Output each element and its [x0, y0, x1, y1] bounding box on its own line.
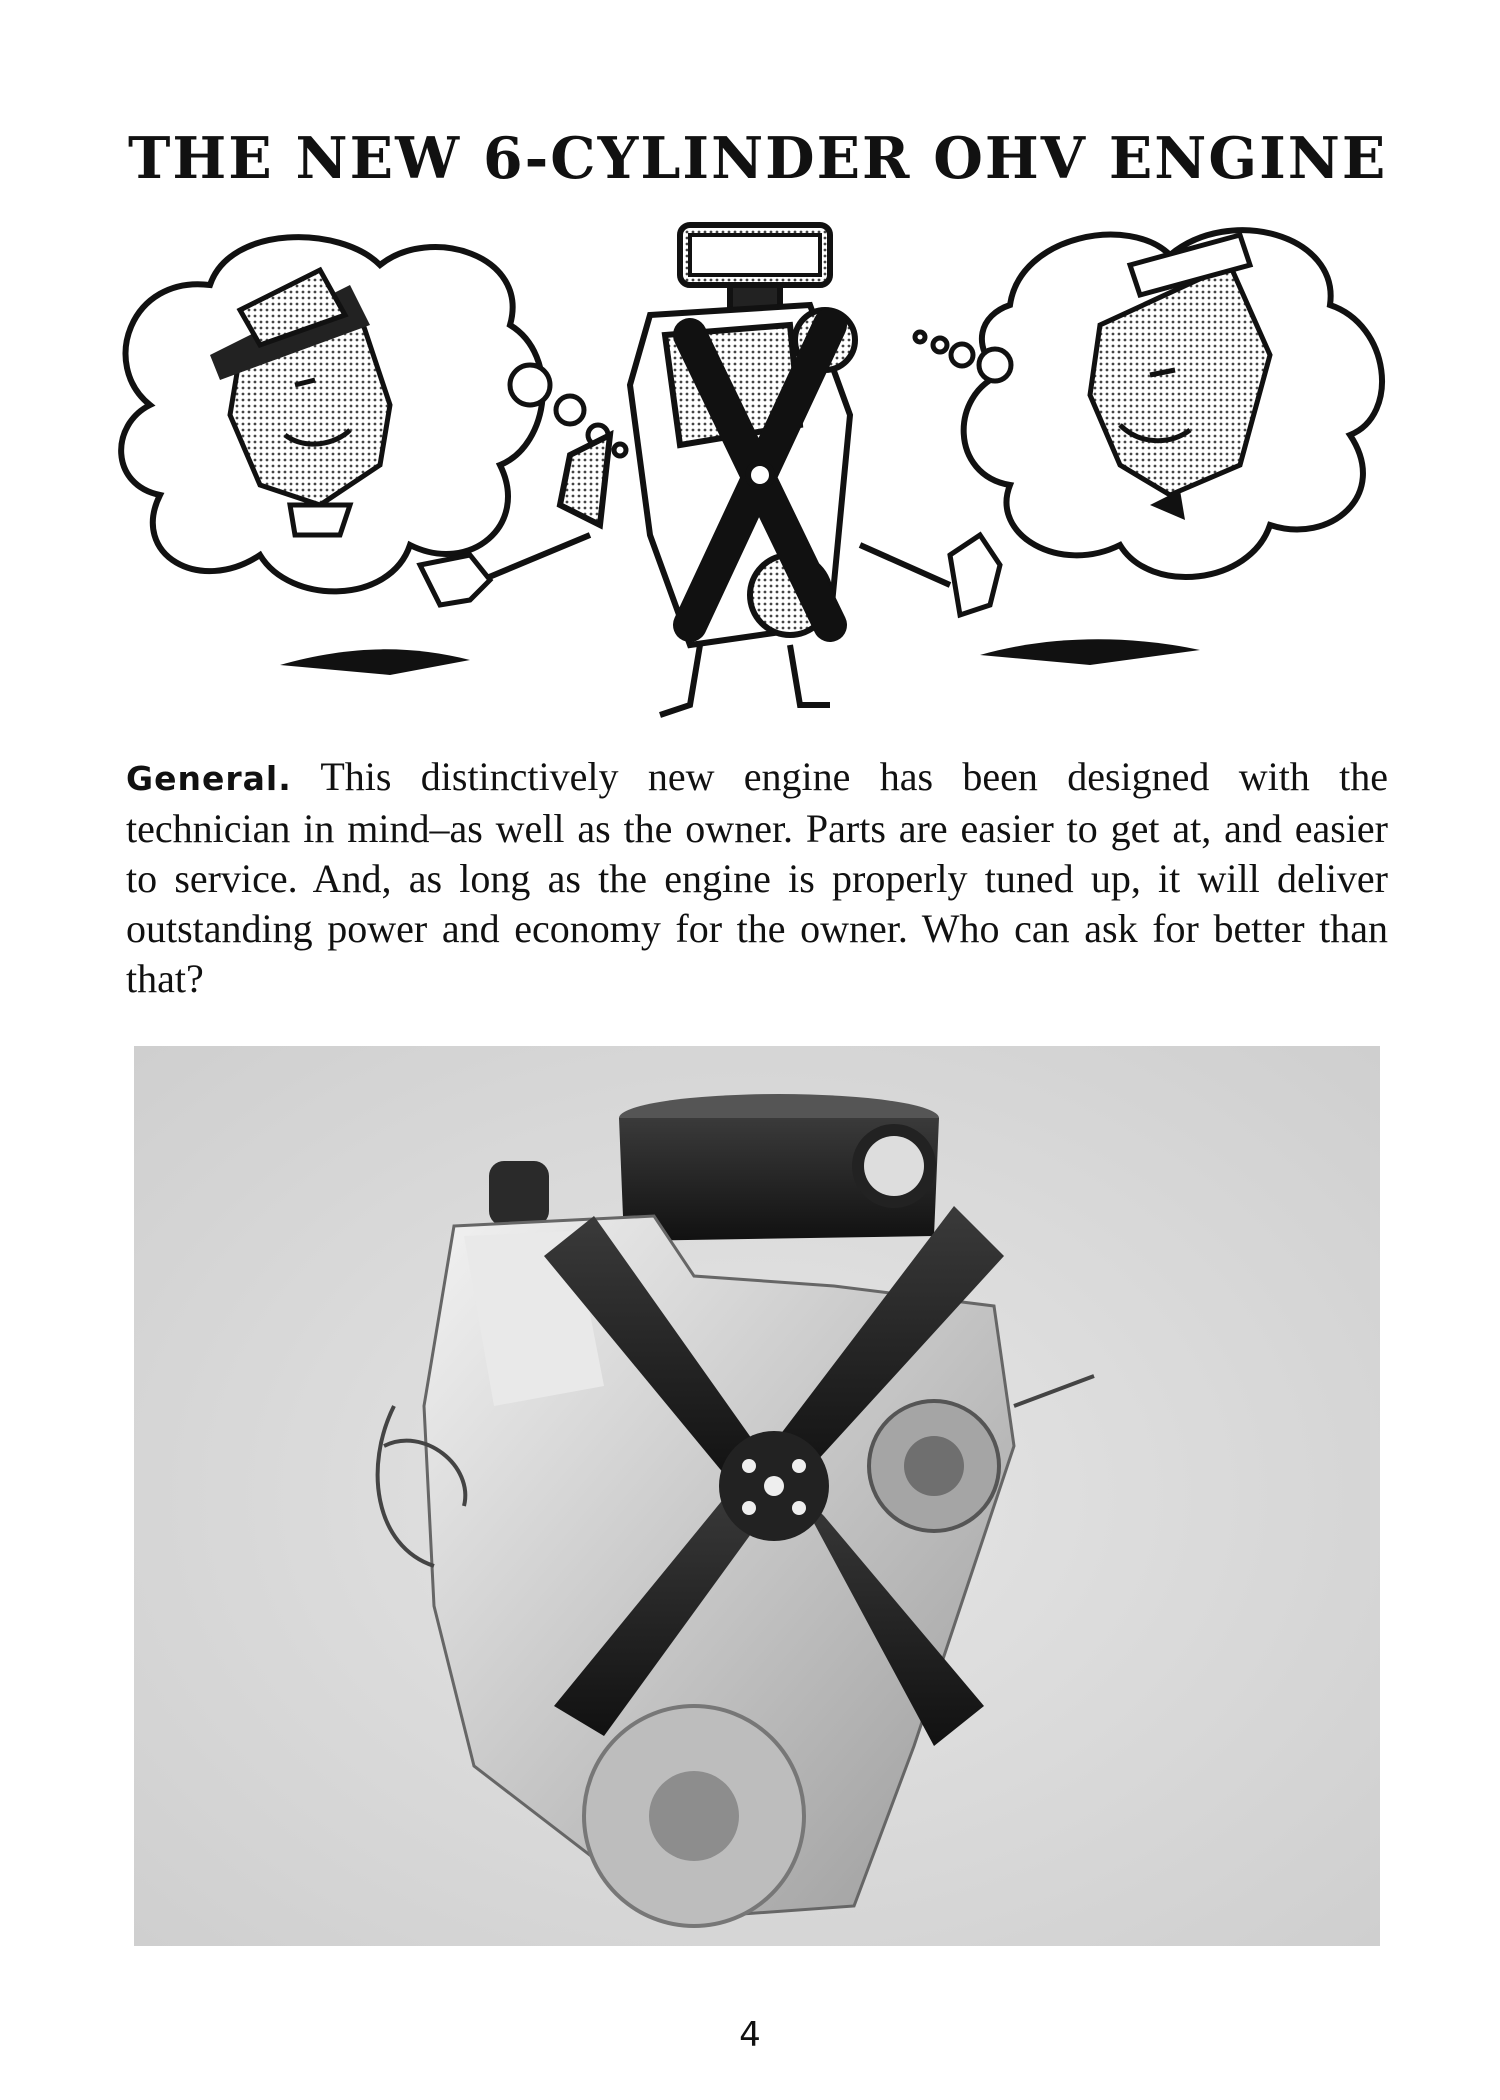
- engine-character-icon: [470, 225, 950, 715]
- paragraph-text: This distinctively new engine has been designed with the technician in mind–as well as the owner. Parts are easier to get at, and easier to service. And, as long as the engine is properly tuned up, it will deliver outstanding power and economy for the owner. Who can ask for better than that?: [126, 754, 1388, 1001]
- engine-cartoon-illustration: [90, 205, 1410, 745]
- oil-filler-cap-icon: [489, 1161, 549, 1226]
- page-number: 4: [739, 2015, 761, 2055]
- engine-photo: [134, 1046, 1380, 1946]
- general-paragraph: [126, 752, 1388, 1004]
- air-cleaner-icon: [619, 1094, 939, 1241]
- motion-lines: [280, 639, 1200, 675]
- page-title: THE NEW 6-CYLINDER OHV ENGINE: [128, 125, 1388, 192]
- paragraph-lead: General.: [126, 759, 292, 798]
